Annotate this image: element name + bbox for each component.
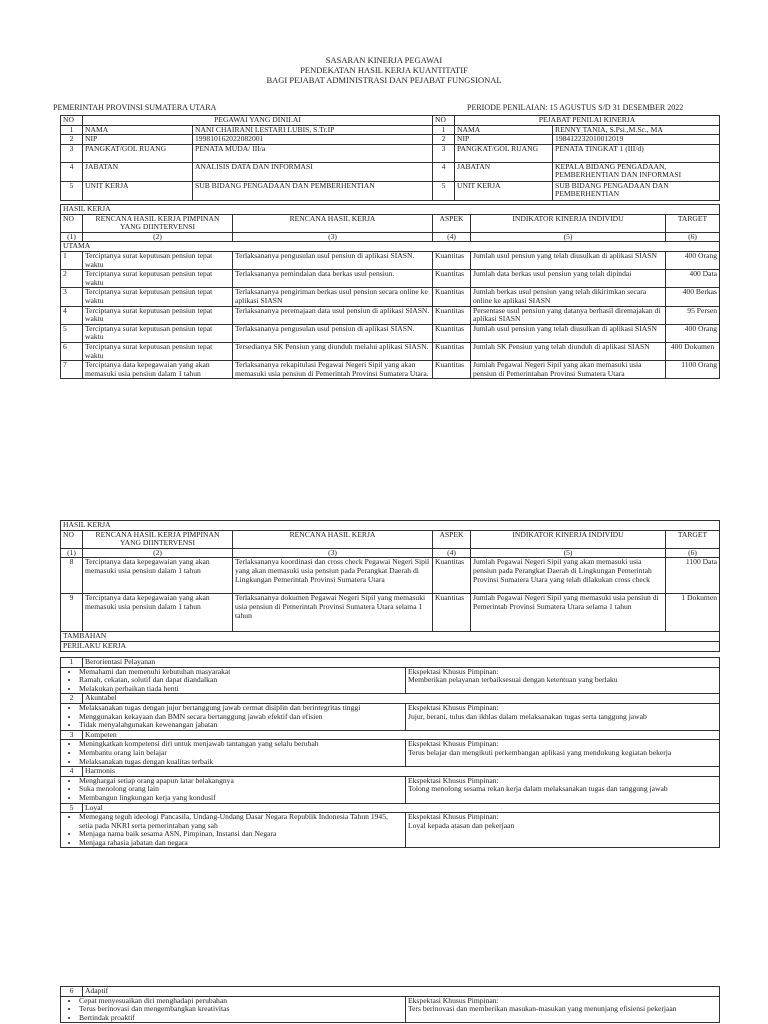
perilaku-items [61, 813, 406, 848]
row-aspek: Kuantitas [433, 361, 471, 379]
row-value: 198412232010012019 [553, 135, 720, 145]
perilaku-name: Loyal [83, 803, 720, 813]
row-target: 1100 Orang [666, 361, 720, 379]
row-no: 1 [61, 251, 83, 269]
row-pimpinan: Terciptanya surat keputusan pensiun tepat waktu [83, 270, 233, 288]
utama-label: UTAMA [61, 242, 720, 252]
row-label: UNIT KERJA [455, 181, 553, 200]
column-number-row [61, 548, 720, 558]
perilaku-item: • Memahami dan memenuhi kebutuhan masyarakat [79, 668, 403, 677]
pegawai-header: PEGAWAI YANG DINILAI [83, 116, 433, 126]
perilaku-detail-row [61, 813, 720, 848]
table-row [61, 270, 720, 288]
col-rencana-header: RENCANA HASIL KERJA [233, 214, 433, 232]
hasil-kerja-table [60, 204, 720, 379]
ekspektasi-label: Ekspektasi Khusus Pimpinan: [408, 996, 499, 1005]
column-number-row [61, 232, 720, 242]
row-indikator: Persentase usul pensiun yang datanya berhasil diremajakan di aplikasi SIASN [471, 306, 666, 324]
perilaku-title-row [61, 694, 720, 704]
row-value: PENATA TINGKAT 1 (III/d) [553, 144, 720, 162]
row-indikator: Jumlah data berkas usul pensiun yang telah dipindai [471, 270, 666, 288]
col-number: (4) [433, 548, 471, 558]
row-no: 4 [61, 306, 83, 324]
table-row [61, 594, 720, 632]
section-row [61, 641, 720, 651]
row-indikator: Jumlah SK Pensiun yang telah diunduh di aplikasi SIASN [471, 342, 666, 360]
hasil-kerja-table-continued [60, 520, 720, 652]
document-title [0, 55, 768, 85]
row-aspek: Kuantitas [433, 594, 471, 632]
row-label: NAMA [455, 125, 553, 135]
table-row [61, 288, 720, 306]
table-row [61, 342, 720, 360]
hasil-kerja-label: HASIL KERJA [61, 521, 720, 531]
perilaku-name: Adaptif [83, 987, 720, 997]
identity-header-row [61, 116, 720, 126]
row-no: 2 [433, 135, 455, 145]
instansi-label: PEMERINTAH PROVINSI SUMATERA UTARA [53, 103, 217, 112]
col-number: (2) [83, 232, 233, 242]
row-label: NAMA [83, 125, 193, 135]
perilaku-kerja-label: PERILAKU KERJA [61, 641, 720, 651]
perilaku-title-row [61, 730, 720, 740]
perilaku-item: • Terus berinovasi dan mengembangkan kreativitas [79, 1005, 403, 1014]
col-rencana-header: RENCANA HASIL KERJA [233, 530, 433, 548]
row-pimpinan: Terciptanya data kepegawaian yang akan memasuki usia pensiun dalam 1 tahun [83, 594, 233, 632]
title-line-2: PENDEKATAN HASIL KERJA KUANTITATIF [300, 65, 468, 75]
perilaku-item: • Menjaga nama baik sesama ASN, Pimpinan, Instansi dan Negara [79, 830, 403, 839]
row-value: RENNY TANIA, S.Psi.,M.Sc., MA [553, 125, 720, 135]
perilaku-no: 2 [61, 694, 83, 704]
perilaku-name: Harmonis [83, 767, 720, 777]
col-pimpinan-header: RENCANA HASIL KERJA PIMPINAN YANG DIINTERVENSI [83, 530, 233, 548]
perilaku-item: • Menghargai setiap orang apapun latar belakangnya [79, 777, 403, 786]
perilaku-items [61, 740, 406, 767]
perilaku-no: 4 [61, 767, 83, 777]
row-target: 400 Dokumen [666, 342, 720, 360]
row-target: 400 Orang [666, 251, 720, 269]
col-number: (1) [61, 548, 83, 558]
hasil-kerja-label: HASIL KERJA [61, 205, 720, 215]
perilaku-item: • Melakukan perbaikan tiada henti [79, 685, 403, 694]
row-indikator: Jumlah Pegawai Negeri Sipil yang akan memasuki usia pensiun pada Perangkat Daerah di Lingkungan Pemerintah Provinsi Sumatera Utara yang telah dilakukan cross check [471, 558, 666, 594]
row-no: 4 [433, 162, 455, 181]
perilaku-item: • Ramah, cekatan, solutif dan dapat diandalkan [79, 676, 403, 685]
title-line-1: SASARAN KINERJA PEGAWAI [325, 55, 443, 65]
row-pimpinan: Terciptanya data kepegawaian yang akan memasuki usia pensiun dalam 1 tahun [83, 361, 233, 379]
no-header: NO [61, 116, 83, 126]
perilaku-items [61, 776, 406, 803]
row-indikator: Jumlah usul pensiun yang telah diusulkan di aplikasi SIASN [471, 324, 666, 342]
perilaku-no: 1 [61, 658, 83, 668]
row-aspek: Kuantitas [433, 306, 471, 324]
perilaku-item: • Cepat menyesuaikan diri menghadapi perubahan [79, 997, 403, 1006]
row-rencana: Terlaksananya dokumen Pegawai Negeri Sipil yang memasuki usia pensiun di Pemerintah Provinsi Sumatera Utara selama 1 tahun [233, 594, 433, 632]
perilaku-name: Kompeten [83, 730, 720, 740]
ekspektasi-cell [406, 996, 720, 1023]
row-no: 2 [61, 135, 83, 145]
row-pimpinan: Terciptanya data kepegawaian yang akan memasuki usia pensiun dalam 1 tahun [83, 558, 233, 594]
row-value: PENATA MUDA/ III/a [193, 144, 433, 162]
perilaku-no: 5 [61, 803, 83, 813]
perilaku-title-row [61, 803, 720, 813]
row-no: 5 [61, 181, 83, 200]
row-rencana: Tersedianya SK Pensiun yang diunduh melalui aplikasi SIASN. [233, 342, 433, 360]
col-aspek-header: ASPEK [433, 530, 471, 548]
row-target: 400 Berkas [666, 288, 720, 306]
row-no: 3 [61, 144, 83, 162]
ekspektasi-cell [406, 776, 720, 803]
row-value: SUB BIDANG PENGADAAN DAN PEMBERHENTIAN [553, 181, 720, 200]
row-rencana: Terlaksananya peremajaan data usul pensiun di aplikasi SIASN. [233, 306, 433, 324]
row-rencana: Terlaksananya pengiriman berkas usul pensiun secara online ke aplikasi SIASN [233, 288, 433, 306]
row-no: 1 [433, 125, 455, 135]
row-rencana: Terlaksananya pemindaian data berkas usul pensiun. [233, 270, 433, 288]
perilaku-item: • Meningkatkan kompetensi diri untuk menjawab tantangan yang selalu berubah [79, 740, 403, 749]
row-label: JABATAN [83, 162, 193, 181]
row-indikator: Jumlah berkas usul pensiun yang telah dikirimkan secara online ke aplikasi SIASN [471, 288, 666, 306]
row-aspek: Kuantitas [433, 288, 471, 306]
ekspektasi-text: Ters berinovasi dan memberikan masukan-masukan yang menunjang efisiensi pekerjaan [408, 1004, 677, 1014]
tambahan-label: TAMBAHAN [61, 632, 720, 642]
row-value: 199810162022082001 [193, 135, 433, 145]
row-aspek: Kuantitas [433, 342, 471, 360]
table-row [61, 558, 720, 594]
identity-row [61, 162, 720, 181]
row-no: 9 [61, 594, 83, 632]
perilaku-detail-row [61, 667, 720, 694]
row-no: 2 [61, 270, 83, 288]
row-aspek: Kuantitas [433, 558, 471, 594]
col-number: (6) [666, 232, 720, 242]
row-aspek: Kuantitas [433, 270, 471, 288]
row-value: SUB BIDANG PENGADAAN DAN PEMBERHENTIAN [193, 181, 433, 200]
perilaku-no: 6 [61, 987, 83, 997]
identity-row [61, 181, 720, 200]
perilaku-item: • Melaksanakan tugas dengan jujur bertanggung jawab cermat disiplin dan berintegritas tinggi [79, 704, 403, 713]
perilaku-title-row [61, 767, 720, 777]
row-pimpinan: Terciptanya surat keputusan pensiun tepat waktu [83, 288, 233, 306]
table-row [61, 324, 720, 342]
row-no: 6 [61, 342, 83, 360]
col-number: (3) [233, 548, 433, 558]
ekspektasi-cell [406, 813, 720, 848]
perilaku-detail-row [61, 740, 720, 767]
ekspektasi-label: Ekspektasi Khusus Pimpinan: [408, 739, 499, 749]
ekspektasi-label: Ekspektasi Khusus Pimpinan: [408, 776, 499, 785]
ekspektasi-label: Ekspektasi Khusus Pimpinan: [408, 703, 499, 712]
row-label: JABATAN [455, 162, 553, 181]
perilaku-name: Berorientasi Pelayanan [83, 658, 720, 668]
row-indikator: Jumlah Pegawai Negeri Sipil yang memasuki usia pensiun di Pemerintah Provinsi Sumatera Utara selama 1 tahun [471, 594, 666, 632]
row-pimpinan: Terciptanya surat keputusan pensiun tepat waktu [83, 251, 233, 269]
no-header: NO [433, 116, 455, 126]
ekspektasi-text: Memberikan pelayanan terbaiksesuai dengan ketentuan yang berlaku [408, 675, 618, 685]
table-row [61, 306, 720, 324]
section-row [61, 242, 720, 252]
perilaku-items [61, 703, 406, 730]
row-label: NIP [455, 135, 553, 145]
row-no: 7 [61, 361, 83, 379]
perilaku-kerja-table-continued [60, 986, 720, 1023]
table-row [61, 361, 720, 379]
identity-row [61, 144, 720, 162]
col-number: (5) [471, 548, 666, 558]
perilaku-item: • Membantu orang lain belajar [79, 749, 403, 758]
section-row [61, 632, 720, 642]
row-no: 5 [61, 324, 83, 342]
row-target: 1100 Data [666, 558, 720, 594]
perilaku-title-row [61, 987, 720, 997]
perilaku-item: • Suka menolong orang lain [79, 785, 403, 794]
section-row [61, 521, 720, 531]
row-value: NANI CHAIRANI LESTARI LUBIS, S.Tr.IP [193, 125, 433, 135]
perilaku-name: Akuntabel [83, 694, 720, 704]
col-number: (1) [61, 232, 83, 242]
perilaku-items [61, 996, 406, 1023]
row-value: ANALISIS DATA DAN INFORMASI [193, 162, 433, 181]
row-target: 1 Dokumen [666, 594, 720, 632]
identity-row [61, 135, 720, 145]
col-no-header: NO [61, 530, 83, 548]
col-target-header: TARGET [666, 530, 720, 548]
col-target-header: TARGET [666, 214, 720, 232]
column-header-row [61, 530, 720, 548]
perilaku-detail-row [61, 996, 720, 1023]
row-pimpinan: Terciptanya surat keputusan pensiun tepat waktu [83, 342, 233, 360]
row-no: 1 [61, 125, 83, 135]
perilaku-item: • Bertindak proaktif [79, 1014, 403, 1023]
row-no: 8 [61, 558, 83, 594]
row-no: 3 [433, 144, 455, 162]
perilaku-no: 3 [61, 730, 83, 740]
row-target: 400 Orang [666, 324, 720, 342]
row-indikator: Jumlah Pegawai Negeri Sipil yang akan memasuki usia pensiun di Pemerintahan Provinsi Sumatera Utara [471, 361, 666, 379]
col-number: (3) [233, 232, 433, 242]
col-number: (4) [433, 232, 471, 242]
row-indikator: Jumlah usul pensiun yang telah diusulkan di aplikasi SIASN [471, 251, 666, 269]
row-value: KEPALA BIDANG PENGADAAN, PEMBERHENTIAN DAN INFORMASI [553, 162, 720, 181]
row-rencana: Terlaksananya pengusulan usul pensiun di aplikasi SIASN. [233, 324, 433, 342]
row-no: 5 [433, 181, 455, 200]
section-row [61, 205, 720, 215]
ekspektasi-text: Jujur, berani, tulus dan ikhlas dalam melaksanakan tugas serta tanggung jawab [408, 711, 647, 721]
perilaku-detail-row [61, 776, 720, 803]
col-indikator-header: INDIKATOR KINERJA INDIVIDU [471, 530, 666, 548]
ekspektasi-label: Ekspektasi Khusus Pimpinan: [408, 812, 499, 822]
ekspektasi-cell [406, 703, 720, 730]
ekspektasi-cell [406, 667, 720, 694]
col-number: (6) [666, 548, 720, 558]
row-rencana: Terlaksananya koordinasi dan cross check Pegawai Negeri Sipil yang akan memasuki usia pensiun pada Perangkat Daerah di Lingkungan Pemerintah Provinsi Sumatera Utara [233, 558, 433, 594]
row-label: PANGKAT/GOL RUANG [455, 144, 553, 162]
penilai-header: PEJABAT PENILAI KINERJA [455, 116, 720, 126]
perilaku-title-row [61, 658, 720, 668]
col-number: (2) [83, 548, 233, 558]
column-header-row [61, 214, 720, 232]
row-pimpinan: Terciptanya surat keputusan pensiun tepat waktu [83, 324, 233, 342]
row-no: 3 [61, 288, 83, 306]
col-no-header: NO [61, 214, 83, 232]
row-target: 400 Data [666, 270, 720, 288]
identity-row [61, 125, 720, 135]
row-pimpinan: Terciptanya surat keputusan pensiun tepat waktu [83, 306, 233, 324]
row-label: PANGKAT/GOL RUANG [83, 144, 193, 162]
row-label: NIP [83, 135, 193, 145]
row-aspek: Kuantitas [433, 251, 471, 269]
row-label: UNIT KERJA [83, 181, 193, 200]
perilaku-kerja-table [60, 657, 720, 848]
perilaku-items [61, 667, 406, 694]
ekspektasi-text: Loyal kepada atasan dan pekerjaan [408, 820, 515, 830]
table-row [61, 251, 720, 269]
identity-table [60, 115, 720, 201]
col-aspek-header: ASPEK [433, 214, 471, 232]
row-target: 95 Persen [666, 306, 720, 324]
row-rencana: Terlaksananya pengusulan usul pensiun di aplikasi SIASN. [233, 251, 433, 269]
periode-label: PERIODE PENILAIAN: 15 AGUSTUS S/D 31 DESEMBER 2022 [467, 103, 684, 112]
col-indikator-header: INDIKATOR KINERJA INDIVIDU [471, 214, 666, 232]
ekspektasi-text: Terus belajar dan mengikuti perkembangan aplikasi yang mendukung kegiatan bekerja [408, 747, 672, 757]
row-aspek: Kuantitas [433, 324, 471, 342]
perilaku-item: • Menjaga rahasia jabatan dan negara [79, 839, 403, 848]
ekspektasi-text: Tolong menolong sesama rekan kerja dalam melaksanakan tugas dan tanggung jawab [408, 784, 668, 794]
title-line-3: BAGI PEJABAT ADMINISTRASI DAN PEJABAT FUNGSIONAL [266, 75, 502, 85]
perilaku-item: • Membangun lingkungan kerja yang kondusif [79, 794, 403, 803]
col-pimpinan-header: RENCANA HASIL KERJA PIMPINAN YANG DIINTERVENSI [83, 214, 233, 232]
ekspektasi-label: Ekspektasi Khusus Pimpinan: [408, 667, 499, 676]
perilaku-item: • Menggunakan kekayaan dan BMN secara bertanggung jawab efektif dan efisien [79, 713, 403, 722]
row-no: 4 [61, 162, 83, 181]
perilaku-item: • Melaksanakan tugas dengan kualitas terbaik [79, 758, 403, 767]
col-number: (5) [471, 232, 666, 242]
ekspektasi-cell [406, 740, 720, 767]
row-rencana: Terlaksananya rekapitulasi Pegawai Negeri Sipil yang akan memasuki usia pensiun di Pemerintah Provinsi Sumatera Utara. [233, 361, 433, 379]
perilaku-item: • Memegang teguh ideologi Pancasila, Undang-Undang Dasar Negara Republik Indonesia Tahun 1945, setia pada NKRI serta pemerintahan yang sah [79, 813, 403, 830]
perilaku-item: • Tidak menyalahgunakan kewenangan jabatan [79, 721, 403, 730]
perilaku-detail-row [61, 703, 720, 730]
